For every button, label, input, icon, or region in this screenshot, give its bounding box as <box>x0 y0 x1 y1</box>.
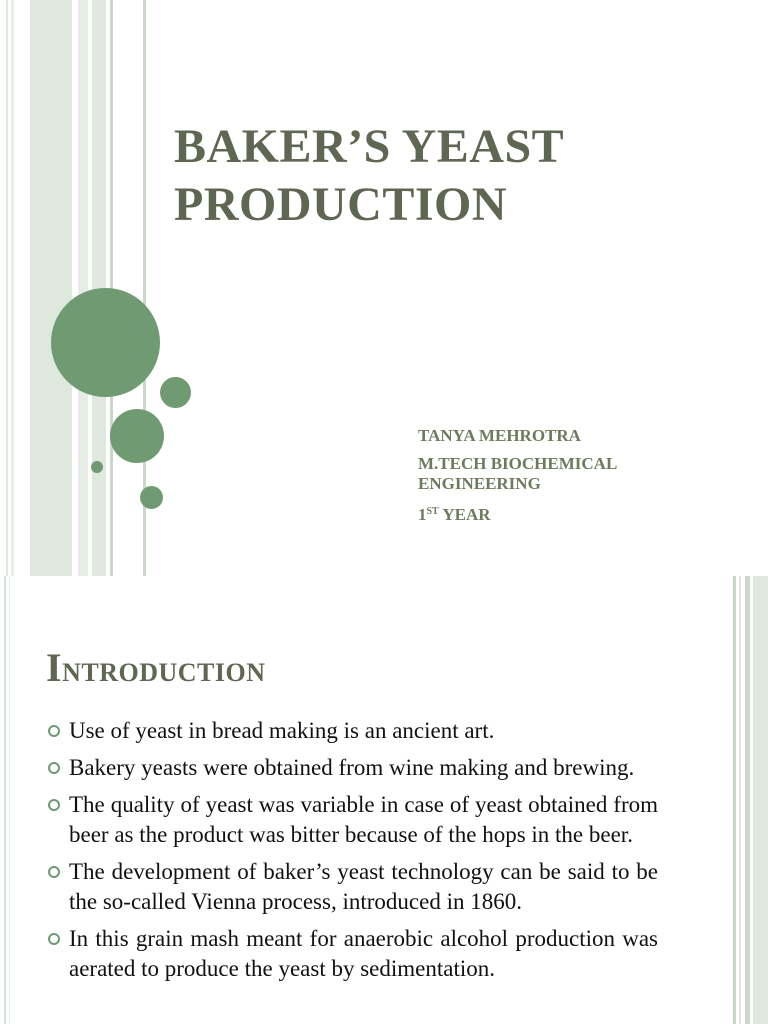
circle-bullet-icon <box>48 799 60 811</box>
year-number: 1 <box>418 505 427 524</box>
circle-bullet-icon <box>48 866 60 878</box>
decorative-stripes <box>0 0 150 576</box>
year-word: YEAR <box>442 505 491 524</box>
decorative-stripes <box>733 576 768 1024</box>
year-line <box>418 502 617 525</box>
heading-rest: NTRODUCTION <box>62 658 266 687</box>
introduction-slide <box>0 576 768 1024</box>
list-item-text: In this grain mash meant for anaerobic alcohol production was aerated to produce the yeast by sedimentation. <box>69 926 658 981</box>
slide-title <box>174 118 564 234</box>
tiny-circle-decoration <box>91 461 103 473</box>
list-item <box>48 790 658 850</box>
medium-circle-decoration <box>110 409 164 463</box>
heading-initial: I <box>46 645 63 690</box>
decorative-line <box>4 576 6 1024</box>
list-item <box>48 716 658 746</box>
title-line-2: PRODUCTION <box>174 178 508 231</box>
large-circle-decoration <box>51 288 160 397</box>
title-line-1: BAKER’S YEAST <box>174 120 565 173</box>
slide-heading <box>46 646 266 695</box>
circle-bullet-icon <box>48 725 60 737</box>
circle-bullet-icon <box>48 933 60 945</box>
list-item-text: The development of baker’s yeast technology can be said to be the so-called Vienna process, introduced in 1860. <box>69 859 658 914</box>
program-line-1: M.TECH BIOCHEMICAL <box>418 454 618 473</box>
year-suffix: ST <box>426 506 439 517</box>
list-item <box>48 924 658 984</box>
circle-bullet-icon <box>48 762 60 774</box>
list-item-text: The quality of yeast was variable in case of yeast obtained from beer as the product was bitter because of the hops in the beer. <box>69 792 658 847</box>
decorative-line <box>9 576 10 1024</box>
small-circle-decoration <box>160 377 191 408</box>
list-item-text: Use of yeast in bread making is an ancient art. <box>69 718 495 743</box>
list-item <box>48 857 658 917</box>
list-item-text: Bakery yeasts were obtained from wine making and brewing. <box>69 755 635 780</box>
small-circle-decoration <box>140 486 163 509</box>
program-line-2: ENGINEERING <box>418 474 541 493</box>
subtitle-block <box>418 426 617 533</box>
bullet-list <box>48 716 658 991</box>
list-item <box>48 753 658 783</box>
author-name: TANYA MEHROTRA <box>418 426 581 445</box>
